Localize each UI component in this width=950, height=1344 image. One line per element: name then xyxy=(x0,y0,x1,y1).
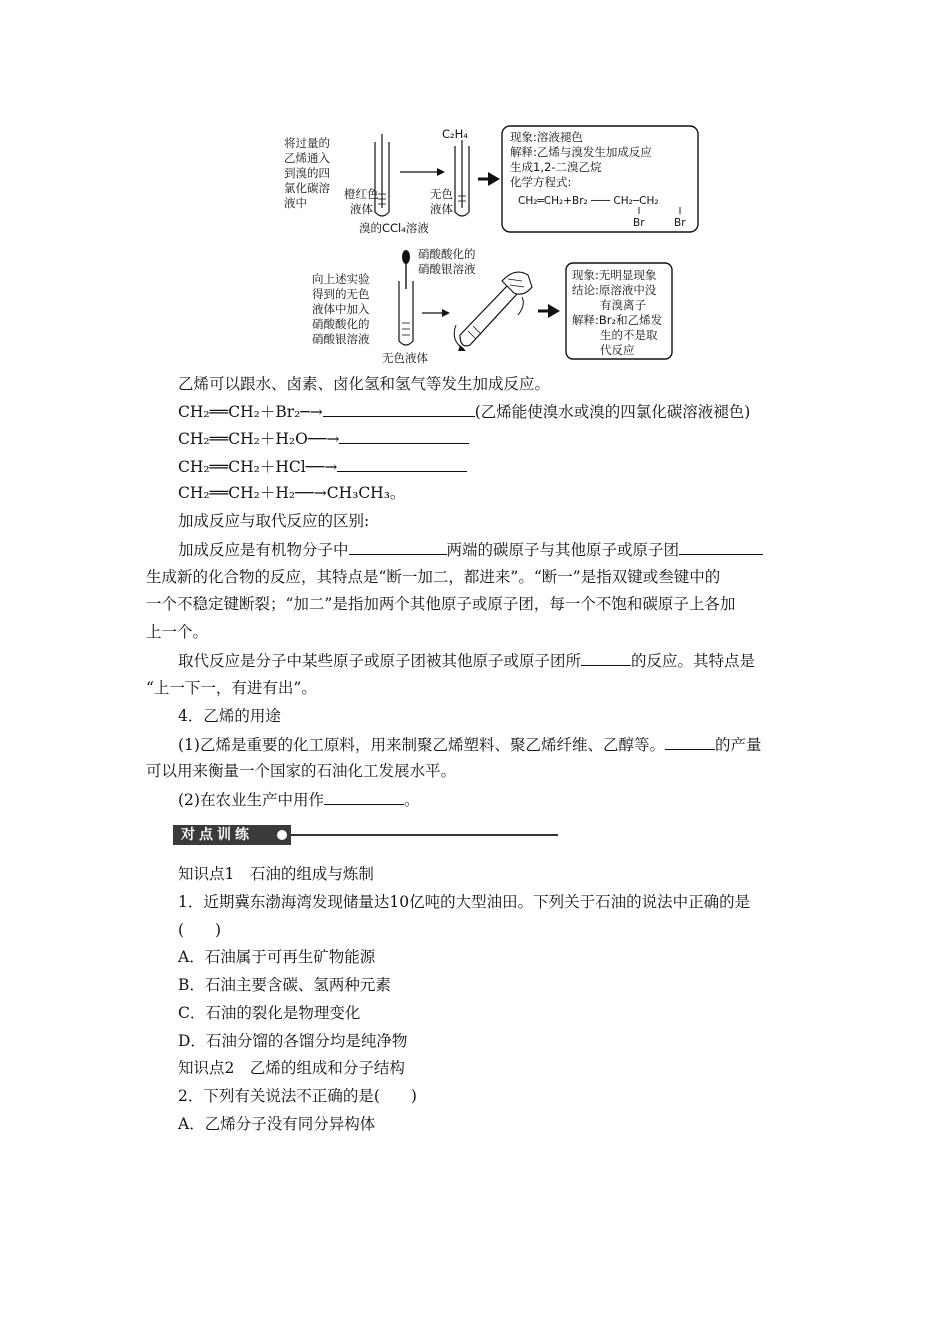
liquid1-label: 橙红色 xyxy=(344,187,379,201)
solution-label: 溴的CCl₄溶液 xyxy=(359,221,429,235)
text-span: 的反应。其特点是 xyxy=(631,652,756,670)
gas-label: C₂H₄ xyxy=(442,127,468,141)
knowledge-point-1: 知识点1 石油的组成与炼制 xyxy=(178,865,374,883)
banner-title: 对点训练 xyxy=(173,825,291,845)
answer-blank[interactable] xyxy=(339,428,469,444)
text-span: 加成反应是有机物分子中 xyxy=(178,541,349,559)
equation-hydrogen: CH₂══CH₂＋H₂──→CH₃CH₃。 xyxy=(178,484,406,502)
text-span: 取代反应是分子中某些原子或原子团被其他原子或原子团所 xyxy=(178,652,582,670)
svg-text:向上述实验: 向上述实验 xyxy=(312,272,370,286)
svg-text:将过量的: 将过量的 xyxy=(284,136,330,150)
bromine-addition-diagram xyxy=(282,124,702,236)
text-span: (1)乙烯是重要的化工原料，用来制聚乙烯塑料、聚乙烯纤维、乙醇等。 xyxy=(178,736,665,754)
option-c: C．石油的裂化是物理变化 xyxy=(178,1004,361,1022)
silver-nitrate-diagram xyxy=(310,245,680,365)
result-box-1-text xyxy=(510,130,686,229)
liquid-label: 无色液体 xyxy=(382,351,428,365)
svg-text:乙烯通入: 乙烯通入 xyxy=(284,151,330,165)
reagent-label-2: 硝酸银溶液 xyxy=(418,262,476,276)
liquid2-label: 无色 xyxy=(430,187,453,201)
text-line: 上一个。 xyxy=(146,623,209,641)
knowledge-point-2: 知识点2 乙烯的组成和分子结构 xyxy=(178,1059,405,1077)
svg-text:氯化碳溶: 氯化碳溶 xyxy=(284,181,330,195)
text-span: (2)在农业生产中用作 xyxy=(178,791,324,809)
question-1: 1．近期冀东渤海湾发现储量达10亿吨的大型油田。下列关于石油的说法中正确的是 xyxy=(178,893,751,911)
text-span: 的产量 xyxy=(714,736,762,754)
text-line: “上一下一，有进有出”。 xyxy=(146,679,317,697)
svg-text:解释:Br₂和乙烯发: 解释:Br₂和乙烯发 xyxy=(572,313,663,327)
svg-text:液中: 液中 xyxy=(284,196,307,210)
text-line: 一个不稳定键断裂；“加二”是指加两个其他原子或原子团，每一个不饱和碳原子上各加 xyxy=(146,595,736,613)
arrow-4 xyxy=(538,304,560,318)
equation-text: CH₂══CH₂＋H₂O──→ xyxy=(178,430,340,448)
equation-water xyxy=(178,428,469,449)
liquid1-label-2: 液体 xyxy=(350,202,373,216)
text-line xyxy=(178,650,755,671)
result-box-2-text xyxy=(572,268,663,357)
bromine-addition-figure xyxy=(282,124,702,236)
bullet-icon xyxy=(277,830,287,840)
question-2: 2．下列有关说法不正确的是( ) xyxy=(178,1087,417,1105)
answer-blank[interactable] xyxy=(337,456,467,472)
svg-text:解释:乙烯与溴发生加成反应: 解释:乙烯与溴发生加成反应 xyxy=(510,145,652,159)
svg-text:生的不是取: 生的不是取 xyxy=(600,328,658,342)
svg-text:到溴的四: 到溴的四 xyxy=(284,166,330,180)
arrow-1 xyxy=(400,168,445,176)
shaking-tube xyxy=(454,272,532,351)
banner-rule xyxy=(291,834,558,836)
answer-blank[interactable] xyxy=(323,401,475,417)
svg-text:现象:无明显现象: 现象:无明显现象 xyxy=(572,268,657,282)
equation-text: CH₂══CH₂＋HCl──→ xyxy=(178,458,338,476)
question-1-answer-paren: ( ) xyxy=(178,921,222,939)
svg-text:液体中加入: 液体中加入 xyxy=(312,302,370,316)
svg-text:有溴离子: 有溴离子 xyxy=(600,298,646,312)
answer-blank[interactable] xyxy=(665,734,715,750)
equation-hcl xyxy=(178,456,467,477)
answer-blank[interactable] xyxy=(324,789,404,805)
text-line: 可以用来衡量一个国家的石油化工发展水平。 xyxy=(146,762,457,780)
svg-text:硝酸酸化的: 硝酸酸化的 xyxy=(312,317,370,331)
text-line: 加成反应与取代反应的区别: xyxy=(178,512,370,530)
text-span: 。 xyxy=(403,791,420,809)
equation-note: (乙烯能使溴水或溴的四氯化碳溶液褪色) xyxy=(474,403,751,421)
test-tube-1 xyxy=(375,134,389,216)
svg-text:Br: Br xyxy=(674,217,686,229)
reagent-label: 硝酸酸化的 xyxy=(418,247,476,261)
text-line: 生成新的化合物的反应，其特点是“断一加二，都进来”。“断一”是指双键或叁键中的 xyxy=(146,568,721,586)
answer-blank[interactable] xyxy=(349,539,447,555)
equation-bromine xyxy=(178,401,750,422)
option-b: B．石油主要含碳、氢两种元素 xyxy=(178,976,391,994)
test-tube-3 xyxy=(399,281,413,345)
answer-blank[interactable] xyxy=(679,539,763,555)
svg-text:代反应: 代反应 xyxy=(600,343,635,357)
svg-text:化学方程式:: 化学方程式: xyxy=(510,175,572,189)
equation-text: CH₂══CH₂＋Br₂─→ xyxy=(178,403,323,421)
text-line xyxy=(178,789,419,810)
svg-text:CH₂═CH₂+Br₂ ─── CH₂─CH₂: CH₂═CH₂+Br₂ ─── CH₂─CH₂ xyxy=(518,195,659,207)
option-a: A．石油属于可再生矿物能源 xyxy=(178,948,376,966)
intro-text xyxy=(284,136,330,210)
text-line xyxy=(178,734,761,755)
silver-nitrate-figure xyxy=(310,245,680,365)
section-heading: 4．乙烯的用途 xyxy=(178,707,281,725)
dropper xyxy=(402,250,410,289)
answer-blank[interactable] xyxy=(581,650,631,666)
intro-text-2 xyxy=(312,272,370,346)
test-tube-2 xyxy=(455,140,469,216)
practice-banner xyxy=(173,825,558,845)
arrow-3 xyxy=(422,309,450,317)
svg-text:得到的无色: 得到的无色 xyxy=(312,287,370,301)
arrow-2 xyxy=(478,172,500,186)
svg-text:硝酸银溶液: 硝酸银溶液 xyxy=(312,332,370,346)
text-line xyxy=(178,539,763,560)
option-a: A．乙烯分子没有同分异构体 xyxy=(178,1115,376,1133)
svg-text:Br: Br xyxy=(633,217,645,229)
svg-text:结论:原溶液中没: 结论:原溶液中没 xyxy=(572,283,657,297)
liquid2-label-2: 液体 xyxy=(430,202,453,216)
text-line: 乙烯可以跟水、卤素、卤化氢和氢气等发生加成反应。 xyxy=(178,375,551,393)
text-span: 两端的碳原子与其他原子或原子团 xyxy=(446,541,680,559)
svg-text:现象:溶液褪色: 现象:溶液褪色 xyxy=(510,130,583,144)
svg-text:生成1,2-二溴乙烷: 生成1,2-二溴乙烷 xyxy=(510,160,602,174)
option-d: D．石油分馏的各馏分均是纯净物 xyxy=(178,1032,408,1050)
